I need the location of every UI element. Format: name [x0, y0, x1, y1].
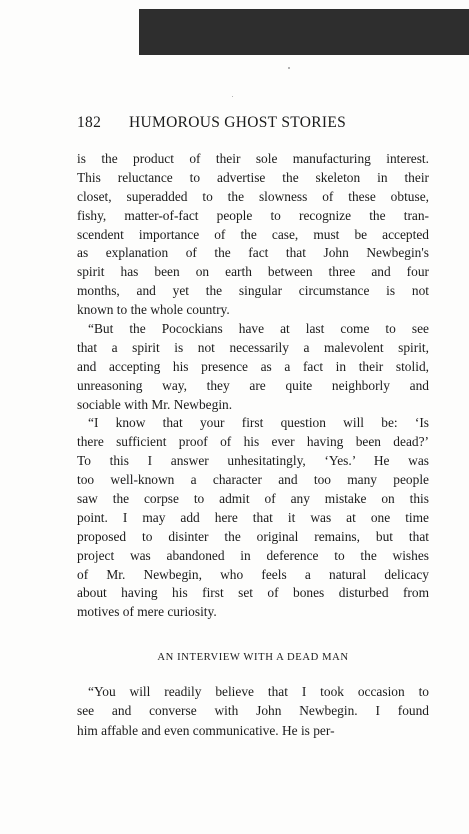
running-head: [77, 114, 437, 138]
text-line: that a spirit is not necessarily a malevolent spirit,: [77, 339, 429, 355]
text-line: unreasoning way, they are quite neighborly and: [77, 377, 429, 393]
text-line: there sufficient proof of his ever having been dead?’: [77, 434, 429, 450]
text-line: is the product of their sole manufacturing interest.: [77, 151, 429, 166]
text-line: project was abandoned in deference to the wishes: [77, 547, 429, 563]
section-heading: AN INTERVIEW WITH A DEAD MAN: [157, 652, 349, 663]
text-line: “You will readily believe that I took occasion to: [88, 684, 429, 699]
text-line: scendent importance of the case, must be accepted: [77, 226, 429, 242]
paper-speck: [232, 96, 233, 97]
text-line: known to the whole country.: [77, 302, 230, 318]
running-title: HUMOROUS GHOST STORIES: [129, 114, 347, 131]
text-line: him affable and even communicative. He is per-: [77, 722, 335, 738]
text-line: fishy, matter-of-fact people to recognize the tran-: [77, 207, 429, 223]
text-line: saw the corpse to admit of any mistake on this: [77, 491, 429, 507]
text-line: This reluctance to advertise the skeleton in their: [77, 169, 429, 185]
text-line: about having his first set of bones disturbed from: [77, 585, 429, 601]
text-line: see and converse with John Newbegin. I found: [77, 703, 429, 719]
text-line: and accepting his presence as a fact in their stolid,: [77, 358, 429, 374]
body-text: [77, 682, 429, 740]
text-line: motives of mere curiosity.: [77, 604, 217, 620]
text-line: spirit has been on earth between three and four: [77, 264, 429, 280]
text-line: point. I may add here that it was at one time: [77, 509, 429, 525]
text-line: too well-known a character and too many people: [77, 472, 429, 488]
text-line: closet, superadded to the slowness of these obtuse,: [77, 188, 429, 204]
text-line: sociable with Mr. Newbegin.: [77, 396, 233, 412]
text-line: of Mr. Newbegin, who feels a natural delicacy: [77, 566, 429, 582]
text-line: “But the Pocockians have at last come to see: [88, 321, 429, 337]
text-line: as explanation of the fact that John Newbegin's: [77, 245, 429, 261]
text-line: To this I answer unhesitatingly, ‘Yes.’ He was: [77, 453, 429, 469]
body-text: [77, 150, 429, 622]
paper-speck: [288, 67, 290, 69]
scan-edge-shadow: [139, 9, 469, 55]
text-line: “I know that your first question will be: ‘Is: [88, 415, 429, 431]
page-number: 182: [77, 114, 102, 131]
text-line: months, and yet the singular circumstance is not: [77, 283, 429, 299]
text-line: proposed to disinter the original remains, but that: [77, 528, 429, 544]
